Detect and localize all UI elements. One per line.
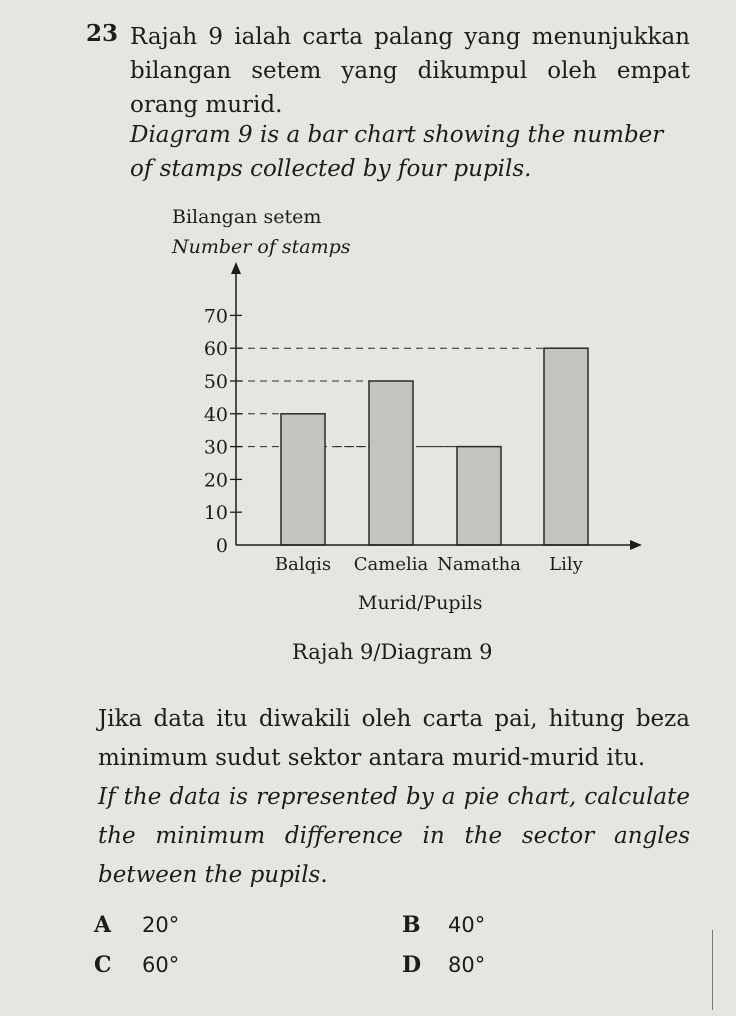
y-tick-label: 40 xyxy=(203,403,228,426)
option-b-letter: B xyxy=(402,912,421,938)
x-tick-label-lily: Lily xyxy=(549,554,583,575)
x-axis-arrow xyxy=(630,540,642,550)
y-tick-label: 20 xyxy=(203,469,228,492)
y-tick-label: 30 xyxy=(203,436,228,459)
intro-english: Diagram 9 is a bar chart showing the number of stamps collected by four pupils. xyxy=(130,122,664,182)
question-malay: Jika data itu diwakili oleh carta pai, hitung beza minimum sudut sektor antara murid-murid itu. xyxy=(98,706,690,771)
page-edge-line xyxy=(712,930,713,1010)
y-axis-label-malay: Bilangan setem xyxy=(172,206,322,228)
intro-malay: Rajah 9 ialah carta palang yang menunjukkan bilangan setem yang dikumpul oleh empat orang murid. xyxy=(130,24,690,118)
y-axis-arrow xyxy=(231,262,241,274)
y-tick-label: 70 xyxy=(203,305,228,328)
option-c-value: 60° xyxy=(142,953,180,977)
x-tick-label-camelia: Camelia xyxy=(353,554,429,575)
option-b-value: 40° xyxy=(448,913,486,937)
question-english: If the data is represented by a pie chart, calculate the minimum difference in the sector angles between the pupils. xyxy=(98,784,690,888)
bar-camelia xyxy=(369,381,413,545)
y-tick-label: 10 xyxy=(203,502,228,525)
y-axis-label-english: Number of stamps xyxy=(172,236,351,258)
x-tick-label-balqis: Balqis xyxy=(274,554,332,575)
option-d-value: 80° xyxy=(448,953,486,977)
option-c-letter: C xyxy=(94,952,112,978)
bar-namatha xyxy=(457,447,501,545)
question-number: 23 xyxy=(86,20,119,47)
diagram-caption: Rajah 9/Diagram 9 xyxy=(292,640,493,664)
x-axis-label: Murid/Pupils xyxy=(358,592,483,614)
x-tick-label-namatha: Namatha xyxy=(437,554,521,575)
bar-balqis xyxy=(281,414,325,545)
y-tick-label: 0 xyxy=(215,535,228,557)
option-a-value: 20° xyxy=(142,913,180,937)
option-d-letter: D xyxy=(402,952,422,978)
y-tick-label: 60 xyxy=(203,338,228,361)
option-a-letter: A xyxy=(94,912,112,938)
y-tick-label: 50 xyxy=(203,371,228,393)
bar-lily xyxy=(544,348,588,545)
